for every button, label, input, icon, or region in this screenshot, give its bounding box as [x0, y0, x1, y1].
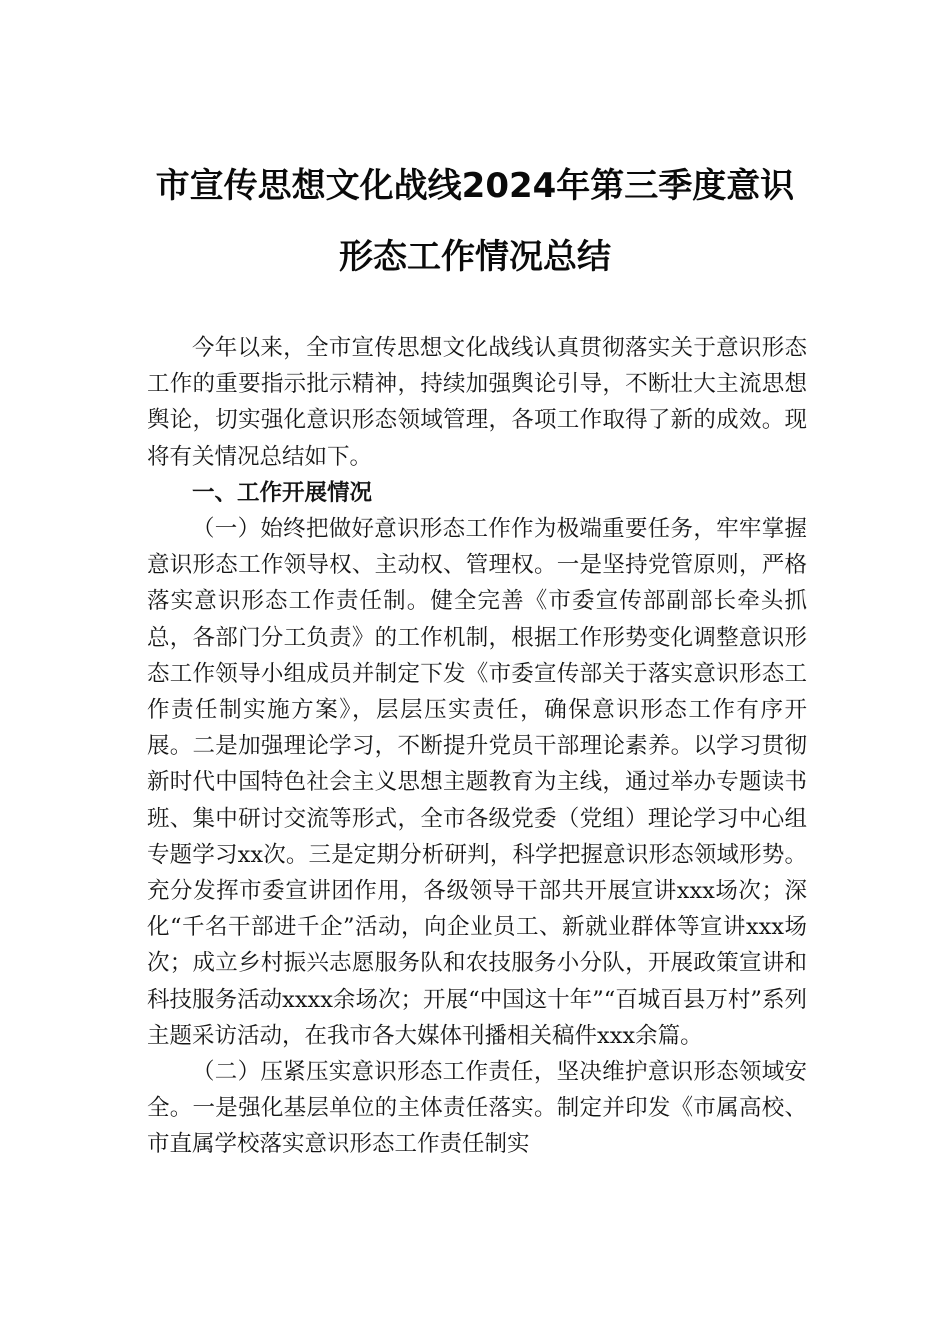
intro-paragraph: 今年以来，全市宣传思想文化战线认真贯彻落实关于意识形态工作的重要指示批示精神，持续加强舆论引导，不断壮大主流思想舆论，切实强化意识形态领域管理，各项工作取得了新的成效。现将有关情况总结如下。 [147, 335, 807, 470]
document-title-line-1: 市宣传思想文化战线2024年第三季度意识 [155, 166, 795, 206]
section1-paragraph-2: （二）压紧压实意识形态工作责任，坚决维护意识形态领域安全。一是强化基层单位的主体责任落实。制定并印发《市属高校、市直属学校落实意识形态工作责任制实 [147, 1059, 807, 1158]
section-heading-1: 一、工作开展情况 [192, 479, 373, 506]
document-title-line-2: 形态工作情况总结 [339, 237, 611, 277]
document-body [147, 330, 807, 1163]
section1-paragraph-1: （一）始终把做好意识形态工作作为极端重要任务，牢牢掌握意识形态工作领导权、主动权、管理权。一是坚持党管原则，严格落实意识形态工作责任制。健全完善《市委宣传部副部长牵头抓总，各部门分工负责》的工作机制，根据工作形势变化调整意识形态工作领导小组成员并制定下发《市委宣传部关于落实意识形态工作责任制实施方案》，层层压实责任，确保意识形态工作有序开展。二是加强理论学习，不断提升党员干部理论素养。以学习贯彻新时代中国特色社会主义思想主题教育为主线，通过举办专题读书班、集中研讨交流等形式，全市各级党委（党组）理论学习中心组专题学习xx次。三是定期分析研判，科学把握意识形态领域形势。充分发挥市委宣讲团作用，各级领导干部共开展宣讲xxx场次；深化“千名干部进千企”活动，向企业员工、新就业群体等宣讲xxx场次；成立乡村振兴志愿服务队和农技服务小分队，开展政策宣讲和科技服务活动xxxx余场次；开展“中国这十年”“百城百县万村”系列主题采访活动，在我市各大媒体刊播相关稿件xxx余篇。 [147, 516, 807, 1049]
